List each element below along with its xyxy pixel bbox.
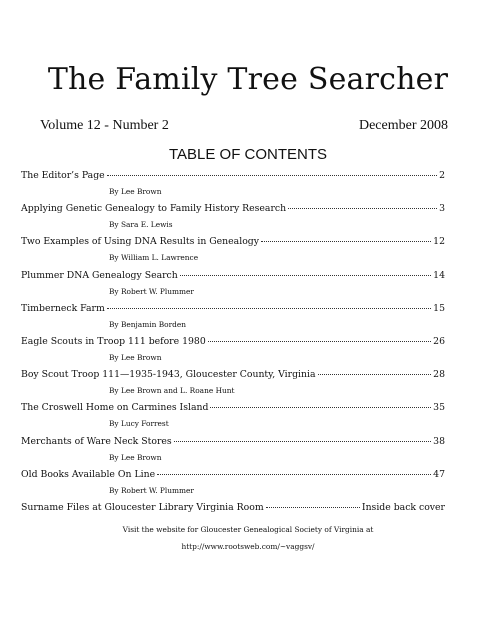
issue-date: December 2008 bbox=[358, 118, 448, 133]
toc-entry-page: 38 bbox=[433, 435, 445, 447]
dot-leader bbox=[107, 308, 431, 309]
toc-entry-page: 35 bbox=[433, 402, 445, 414]
toc-entry bbox=[21, 402, 445, 435]
dot-leader bbox=[208, 341, 431, 342]
toc-entry-author: By Lucy Forrest bbox=[109, 419, 169, 429]
toc-entry-author: By Benjamin Borden bbox=[109, 319, 186, 329]
toc-entry bbox=[21, 369, 445, 402]
toc-entry-author: By Sara E. Lewis bbox=[109, 220, 173, 230]
toc-entry-author: By Robert W. Plummer bbox=[109, 485, 194, 495]
toc-entry-title: Old Books Available On Line bbox=[21, 468, 156, 480]
toc-entry-page: 3 bbox=[439, 203, 445, 215]
toc-entry-page: 47 bbox=[433, 468, 445, 480]
toc-entry-author: By William L. Lawrence bbox=[109, 253, 199, 263]
dot-leader bbox=[157, 474, 431, 475]
dot-leader bbox=[318, 374, 432, 375]
toc-entry-title: Boy Scout Troop 111—1935-1943, Gloucester County, Virginia bbox=[21, 369, 316, 381]
toc-entry-page: Inside back cover bbox=[361, 501, 445, 513]
toc-entry-author: By Lee Brown bbox=[109, 187, 162, 196]
toc-entry-title: Merchants of Ware Neck Stores bbox=[21, 435, 172, 447]
toc-entry bbox=[21, 436, 445, 469]
toc-entry-page: 12 bbox=[433, 236, 445, 248]
toc-entry-author: By Lee Brown bbox=[109, 452, 162, 462]
dot-leader bbox=[107, 175, 437, 176]
toc-entry-title: The Croswell Home on Carmines Island bbox=[21, 402, 209, 414]
toc-entry-title: Surname Files at Gloucester Library Virginia Room bbox=[21, 501, 264, 513]
dot-leader bbox=[210, 407, 431, 408]
toc-entry-page: 14 bbox=[433, 269, 445, 281]
issue-info bbox=[40, 118, 448, 134]
toc-entry bbox=[21, 170, 445, 203]
toc-heading: TABLE OF CONTENTS bbox=[168, 146, 328, 163]
toc-entry bbox=[21, 303, 445, 336]
table-of-contents bbox=[21, 170, 445, 535]
dot-leader bbox=[174, 441, 431, 442]
toc-entry-title: Eagle Scouts in Troop 111 before 1980 bbox=[21, 335, 206, 347]
website-note: Visit the website for Gloucester Genealogical Society of Virginia at bbox=[122, 525, 374, 534]
toc-entry-page: 26 bbox=[433, 335, 445, 347]
toc-entry bbox=[21, 203, 445, 236]
website-url[interactable]: http://www.rootsweb.com/~vaggsv/ bbox=[181, 542, 315, 551]
newsletter-title: The Family Tree Searcher bbox=[47, 62, 449, 97]
volume-number: Volume 12 - Number 2 bbox=[40, 118, 169, 133]
toc-entry-page: 2 bbox=[439, 170, 445, 181]
toc-entry-title: Two Examples of Using DNA Results in Genealogy bbox=[21, 236, 259, 248]
toc-entry-author: By Robert W. Plummer bbox=[109, 286, 194, 296]
toc-entry-title: Applying Genetic Genealogy to Family History Research bbox=[21, 203, 287, 215]
toc-entry-author: By Lee Brown bbox=[109, 352, 162, 362]
toc-entry-title: Timberneck Farm bbox=[21, 302, 105, 314]
toc-entry-title: Plummer DNA Genealogy Search bbox=[21, 269, 178, 281]
toc-entry bbox=[21, 270, 445, 303]
toc-entry-page: 15 bbox=[433, 302, 445, 314]
dot-leader bbox=[180, 275, 431, 276]
toc-entry-title: The Editor’s Page bbox=[21, 170, 105, 181]
dot-leader bbox=[266, 507, 360, 508]
dot-leader bbox=[261, 241, 431, 242]
toc-entry bbox=[21, 236, 445, 269]
dot-leader bbox=[288, 208, 437, 209]
toc-entry bbox=[21, 469, 445, 502]
toc-entry bbox=[21, 336, 445, 369]
toc-entry-page: 28 bbox=[433, 369, 445, 381]
toc-entry-author: By Lee Brown and L. Roane Hunt bbox=[109, 386, 235, 396]
